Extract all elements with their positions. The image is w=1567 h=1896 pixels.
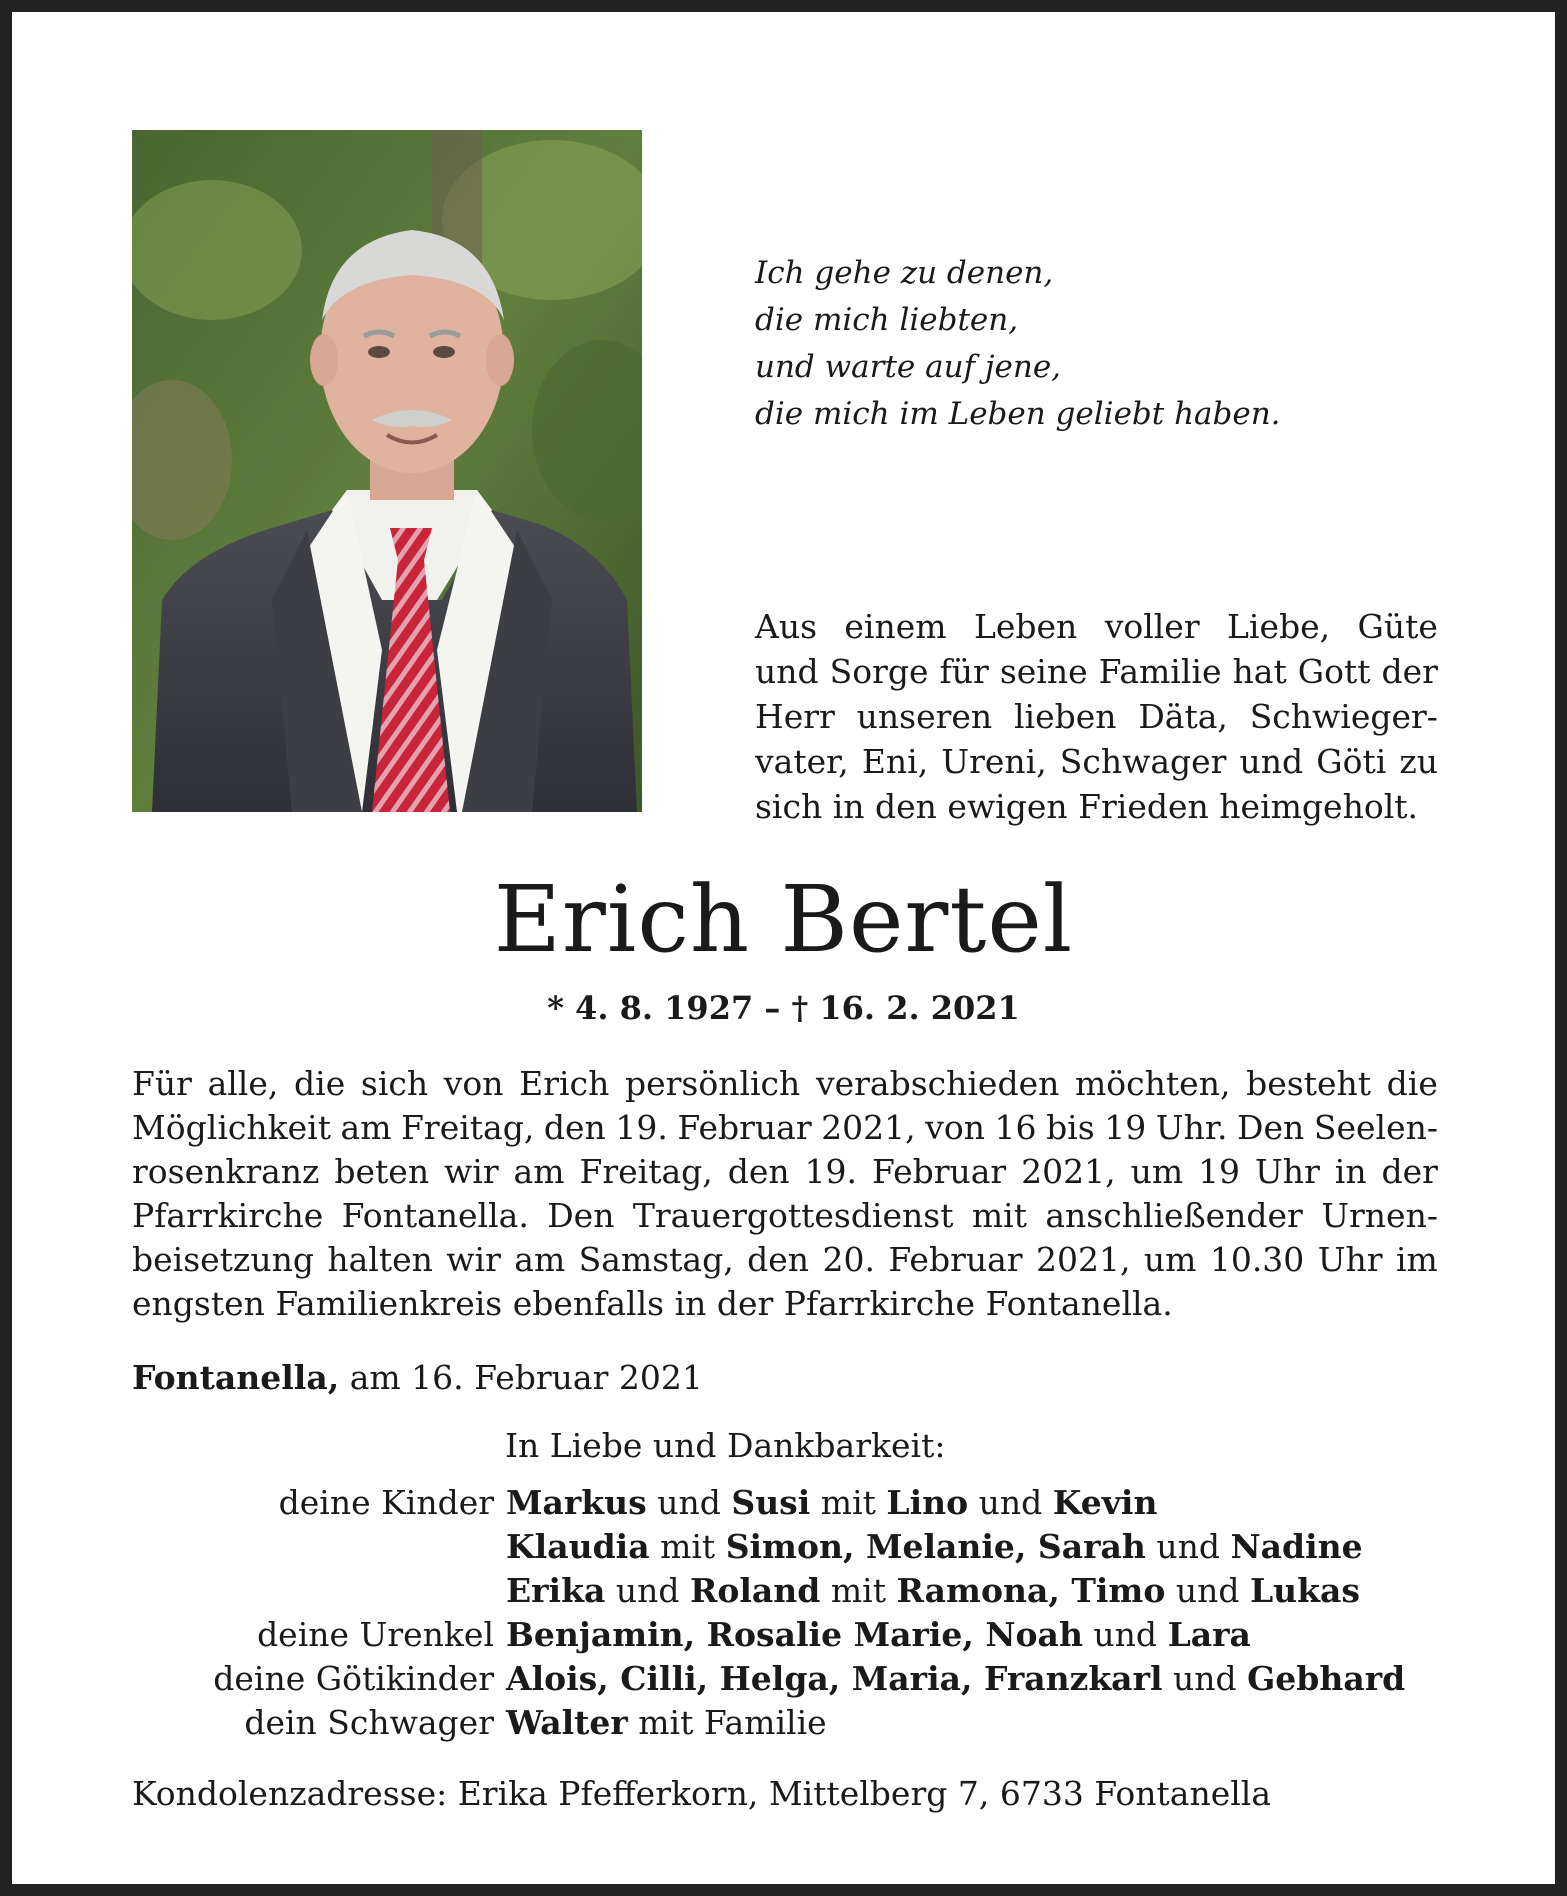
relative-names bbox=[506, 1481, 1157, 1525]
word: Güte bbox=[1357, 607, 1438, 646]
word: 16 bbox=[994, 1108, 1037, 1147]
word: anschließender bbox=[1045, 1196, 1303, 1235]
word: persönlich bbox=[624, 1064, 801, 1103]
relative-name: Lara bbox=[1167, 1615, 1251, 1654]
relative-name: Susi bbox=[731, 1483, 811, 1522]
word: Däta, bbox=[1138, 697, 1228, 736]
word: Herr bbox=[755, 697, 835, 736]
intro-line bbox=[755, 604, 1438, 649]
word: Pfarrkirche bbox=[132, 1196, 324, 1235]
relation-label: deine Kinder bbox=[278, 1483, 494, 1522]
family-list bbox=[132, 1481, 1452, 1745]
relative-names bbox=[506, 1569, 1360, 1613]
word: in bbox=[1334, 1152, 1367, 1191]
word: den bbox=[747, 1240, 810, 1279]
family-row bbox=[132, 1481, 1452, 1525]
word: vater, bbox=[755, 742, 849, 781]
word: Samstag, bbox=[578, 1240, 734, 1279]
word: Schwager bbox=[1059, 742, 1227, 781]
relative-names bbox=[506, 1657, 1405, 1701]
word: Trauergottesdienst bbox=[632, 1196, 954, 1235]
poem-line: die mich liebten, bbox=[755, 302, 1019, 338]
word: Uhr bbox=[1255, 1152, 1320, 1191]
word: Seelen- bbox=[1313, 1108, 1438, 1147]
word: den bbox=[727, 1152, 790, 1191]
word: von bbox=[925, 1108, 985, 1147]
life-dates: * 4. 8. 1927 – † 16. 2. 2021 bbox=[547, 989, 1020, 1027]
relative-name: Gebhard bbox=[1247, 1659, 1406, 1698]
word: Den bbox=[547, 1196, 615, 1235]
word: Urnen- bbox=[1321, 1196, 1438, 1235]
body-line bbox=[132, 1062, 1438, 1106]
word: 19 bbox=[1104, 1108, 1147, 1147]
word: Uhr bbox=[1317, 1240, 1383, 1279]
family-row bbox=[132, 1569, 1452, 1613]
word: und bbox=[755, 652, 819, 691]
place-date-line bbox=[132, 1356, 703, 1400]
body-line bbox=[132, 1194, 1438, 1238]
word: unseren bbox=[856, 697, 993, 736]
word: mit bbox=[971, 1196, 1027, 1235]
poem-line: und warte auf jene, bbox=[755, 349, 1062, 385]
word: Uhr. bbox=[1155, 1108, 1228, 1147]
intro-line bbox=[755, 649, 1438, 694]
relative-name: Kevin bbox=[1052, 1483, 1158, 1522]
relative-name: Walter bbox=[506, 1703, 628, 1742]
word: Für bbox=[132, 1064, 192, 1103]
relation-label: deine Götikinder bbox=[213, 1659, 494, 1698]
relative-name: Markus bbox=[506, 1483, 647, 1522]
word: um bbox=[1143, 1240, 1197, 1279]
word: Februar bbox=[677, 1108, 812, 1147]
word: die bbox=[294, 1064, 346, 1103]
relation-label: dein Schwager bbox=[244, 1703, 494, 1742]
service-details-paragraph bbox=[132, 1062, 1438, 1326]
relative-name: Erika bbox=[506, 1571, 606, 1610]
word: am bbox=[340, 1108, 392, 1147]
date: am 16. Februar 2021 bbox=[349, 1358, 703, 1397]
connector-text: und bbox=[646, 1483, 732, 1522]
word: lieben bbox=[1013, 697, 1117, 736]
word: hat bbox=[1232, 652, 1287, 691]
relation-label bbox=[132, 1569, 506, 1613]
intro-line: sich in den ewigen Frieden heimgeholt. bbox=[755, 787, 1418, 826]
poem-line: Ich gehe zu denen, bbox=[755, 255, 1054, 291]
connector-text: und bbox=[968, 1483, 1053, 1522]
body-line bbox=[132, 1106, 1438, 1150]
word: 2021, bbox=[1021, 1152, 1116, 1191]
word: Fontanella. bbox=[341, 1196, 529, 1235]
word: 19. bbox=[615, 1108, 668, 1147]
family-intro: In Liebe und Dankbarkeit: bbox=[505, 1426, 946, 1465]
word: 19 bbox=[1198, 1152, 1241, 1191]
body-line bbox=[132, 1238, 1438, 1282]
body-line: engsten Familienkreis ebenfalls in der Pfarrkirche Fontanella. bbox=[132, 1284, 1173, 1323]
word: Erich bbox=[519, 1064, 610, 1103]
intro-paragraph bbox=[755, 604, 1438, 829]
condolence-address: Kondolenzadresse: Erika Pfefferkorn, Mittelberg 7, 6733 Fontanella bbox=[132, 1774, 1272, 1813]
word: sich bbox=[360, 1064, 429, 1103]
word: beisetzung bbox=[132, 1240, 314, 1279]
word: der bbox=[1381, 652, 1438, 691]
poem-line: die mich im Leben geliebt haben. bbox=[755, 396, 1281, 432]
family-row bbox=[132, 1613, 1452, 1657]
word: Gott bbox=[1297, 652, 1371, 691]
relative-name: Roland bbox=[689, 1571, 821, 1610]
relative-name: Lino bbox=[886, 1483, 969, 1522]
word: der bbox=[1381, 1152, 1438, 1191]
word: Freitag, bbox=[401, 1108, 535, 1147]
word: Liebe, bbox=[1227, 607, 1331, 646]
word: möchten, bbox=[1075, 1064, 1231, 1103]
relation-label bbox=[132, 1525, 506, 1569]
word: verabschieden bbox=[815, 1064, 1060, 1103]
intro-line bbox=[755, 694, 1438, 739]
word: wir bbox=[444, 1152, 499, 1191]
word: für bbox=[939, 652, 989, 691]
word: Göti bbox=[1316, 742, 1387, 781]
word: im bbox=[1395, 1240, 1438, 1279]
relation-label: deine Urenkel bbox=[257, 1615, 494, 1654]
body-line bbox=[132, 1150, 1438, 1194]
word: beten bbox=[334, 1152, 430, 1191]
connector-text: mit bbox=[649, 1527, 726, 1566]
connector-text: mit bbox=[810, 1483, 887, 1522]
connector-text: und bbox=[1162, 1659, 1248, 1698]
word: den bbox=[543, 1108, 606, 1147]
intro-line bbox=[755, 739, 1438, 784]
word: 19. bbox=[804, 1152, 858, 1191]
connector-text: mit bbox=[820, 1571, 897, 1610]
word: 20. bbox=[822, 1240, 875, 1279]
word: einem bbox=[844, 607, 947, 646]
word: die bbox=[1386, 1064, 1438, 1103]
word: Möglichkeit bbox=[132, 1108, 331, 1147]
word: zu bbox=[1399, 742, 1438, 781]
word: voller bbox=[1104, 607, 1200, 646]
family-row bbox=[132, 1657, 1452, 1701]
word: Familie bbox=[1098, 652, 1222, 691]
word: Freitag, bbox=[579, 1152, 713, 1191]
word: seine bbox=[999, 652, 1088, 691]
word: Eni, bbox=[861, 742, 929, 781]
word: 2021, bbox=[821, 1108, 916, 1147]
word: 2021, bbox=[1035, 1240, 1131, 1279]
word: alle, bbox=[207, 1064, 279, 1103]
relative-names bbox=[506, 1613, 1251, 1657]
word: um bbox=[1130, 1152, 1184, 1191]
word: Aus bbox=[755, 607, 818, 646]
relative-name: Klaudia bbox=[506, 1527, 650, 1566]
word: besteht bbox=[1246, 1064, 1371, 1103]
connector-text: und bbox=[1165, 1571, 1250, 1610]
relative-names bbox=[506, 1701, 827, 1745]
word: Leben bbox=[973, 607, 1078, 646]
relative-name: Nadine bbox=[1230, 1527, 1363, 1566]
deceased-name: Erich Bertel bbox=[493, 866, 1074, 973]
poem bbox=[755, 250, 1281, 438]
word: Sorge bbox=[829, 652, 929, 691]
word: wir bbox=[446, 1240, 501, 1279]
word: Ureni, bbox=[941, 742, 1047, 781]
relative-name: Lukas bbox=[1249, 1571, 1360, 1610]
connector-text: mit Familie bbox=[627, 1703, 827, 1742]
connector-text: und bbox=[1145, 1527, 1231, 1566]
connector-text: und bbox=[1082, 1615, 1168, 1654]
word: 10.30 bbox=[1209, 1240, 1305, 1279]
place: Fontanella, bbox=[132, 1358, 340, 1397]
family-row bbox=[132, 1525, 1452, 1569]
family-row bbox=[132, 1701, 1452, 1745]
word: rosenkranz bbox=[132, 1152, 320, 1191]
word: am bbox=[513, 1152, 565, 1191]
word: Schwieger- bbox=[1249, 697, 1438, 736]
word: Den bbox=[1237, 1108, 1305, 1147]
connector-text: und bbox=[605, 1571, 690, 1610]
portrait-photo bbox=[132, 130, 642, 812]
relative-name: Ramona, Timo bbox=[896, 1571, 1166, 1610]
word: bis bbox=[1046, 1108, 1095, 1147]
word: Februar bbox=[871, 1152, 1007, 1191]
relative-name: Alois, Cilli, Helga, Maria, Franzkarl bbox=[506, 1659, 1163, 1698]
relative-names bbox=[506, 1525, 1363, 1569]
relative-name: Simon, Melanie, Sarah bbox=[725, 1527, 1146, 1566]
word: und bbox=[1239, 742, 1304, 781]
relative-name: Benjamin, Rosalie Marie, Noah bbox=[506, 1615, 1083, 1654]
word: am bbox=[514, 1240, 566, 1279]
word: halten bbox=[327, 1240, 433, 1279]
word: von bbox=[443, 1064, 504, 1103]
word: Februar bbox=[888, 1240, 1023, 1279]
